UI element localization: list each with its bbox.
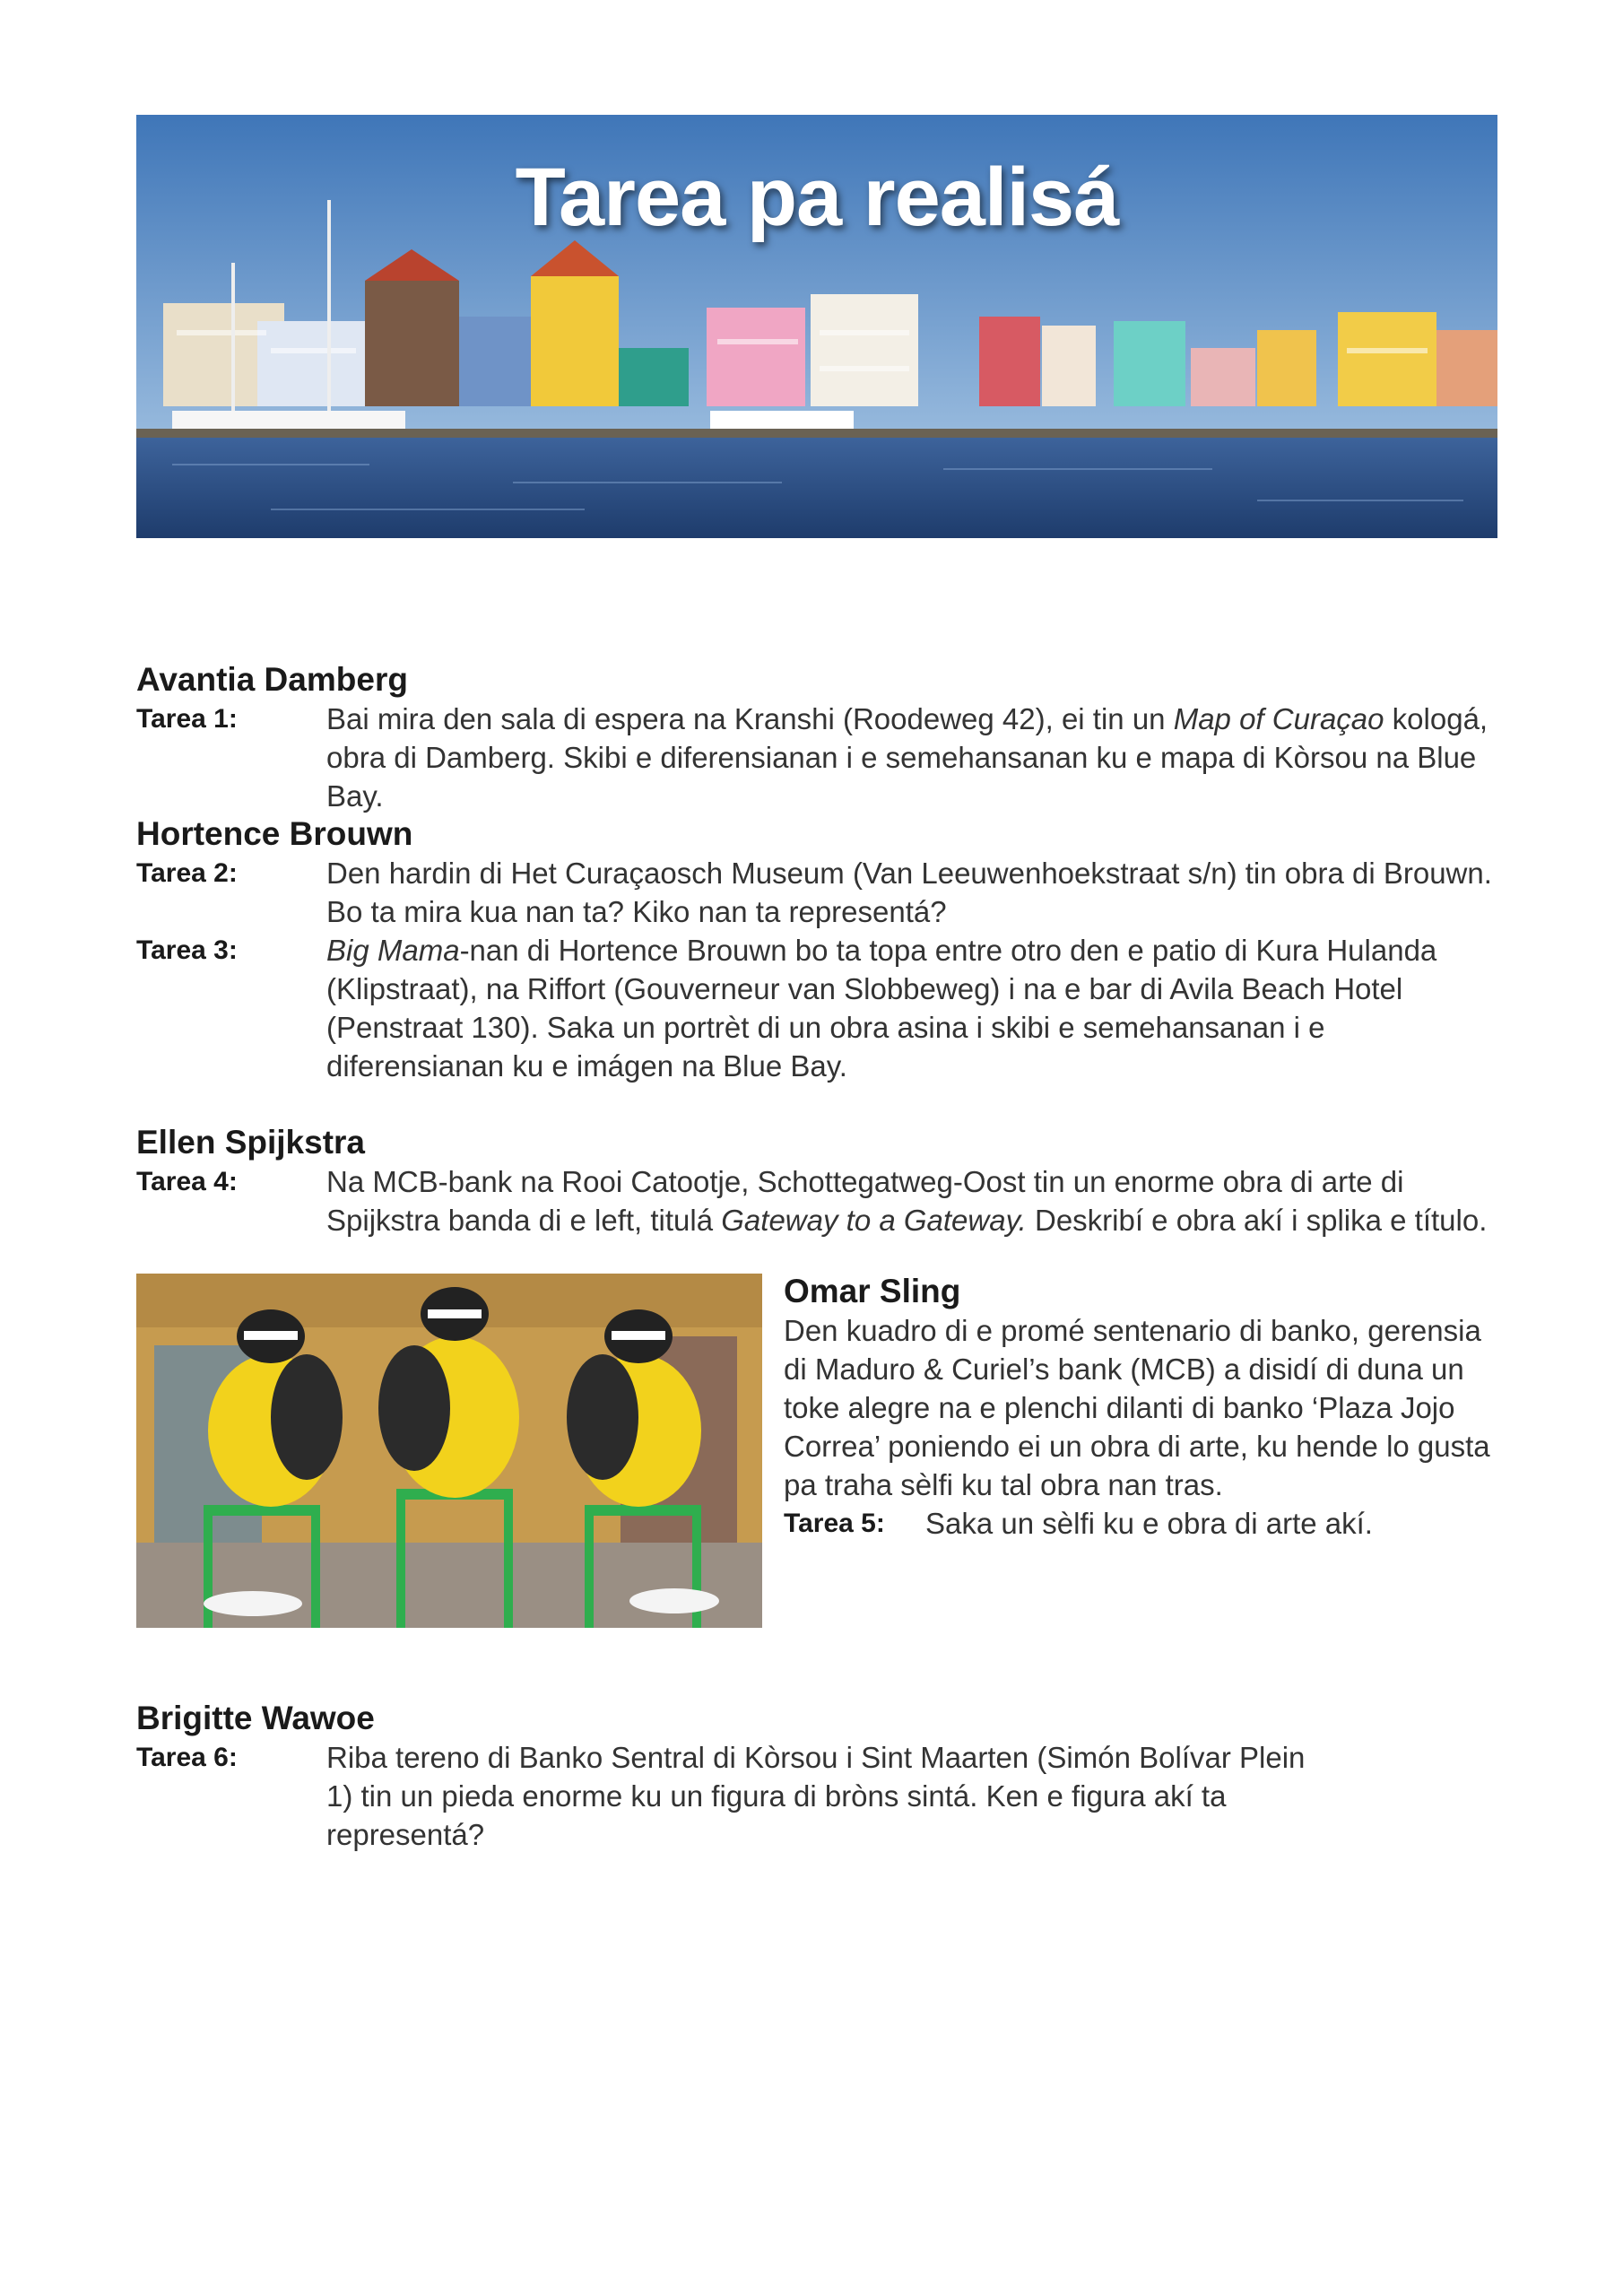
task-text: Big Mama-nan di Hortence Brouwn bo ta topa entre otro den e patio di Kura Hulanda (Klipstraat), na Riffort (Gouverneur van Slobbeweg) i na e bar di Avila Beach Hotel (Penstraat 130). Saka un portrèt di un obra asina i skibi e semehansanan i e diferensianan ku e imágen na Blue Bay. — [326, 934, 1437, 1083]
task-6 — [136, 1738, 1499, 1854]
task-5 — [784, 1504, 1501, 1543]
task-4 — [136, 1162, 1499, 1239]
task-text: Na MCB-bank na Rooi Catootje, Schottegatweg-Oost tin un enorme obra di arte di Spijkstra banda di e left, titulá Gateway to a Gateway. Deskribí e obra akí i splika e título. — [326, 1165, 1488, 1237]
task-3 — [136, 931, 1499, 1085]
task-text: Saka un sèlfi ku e obra di arte akí. — [925, 1507, 1373, 1540]
header-banner — [136, 115, 1497, 538]
section-wawoe — [136, 1699, 1499, 1854]
bird-sculptures-photo — [136, 1274, 762, 1628]
section-body: Den kuadro di e promé sentenario di banko, gerensia di Maduro & Curiel’s bank (MCB) a disidí di duna un toke alegre na e plenchi dilanti di banko ‘Plaza Jojo Correa’ poniendo ei un obra di arte, ku hende lo gusta pa traha sèlfi ku tal obra nan tras. — [784, 1314, 1490, 1501]
section-sling — [784, 1272, 1501, 1543]
task-2 — [136, 854, 1499, 931]
task-label: Tarea 6: — [136, 1743, 238, 1772]
task-1 — [136, 700, 1499, 815]
task-label: Tarea 5: — [784, 1509, 885, 1538]
artist-name: Hortence Brouwn — [136, 815, 413, 852]
section-spijkstra — [136, 1123, 1499, 1239]
artist-name: Brigitte Wawoe — [136, 1700, 375, 1736]
artist-name: Ellen Spijkstra — [136, 1124, 365, 1161]
task-label: Tarea 4: — [136, 1167, 238, 1196]
section-damberg — [136, 660, 1499, 815]
task-text: Den hardin di Het Curaçaosch Museum (Van Leeuwenhoekstraat s/n) tin obra di Brouwn. Bo ta mira kua nan ta? Kiko nan ta representá? — [326, 857, 1492, 928]
artist-name: Avantia Damberg — [136, 661, 408, 698]
task-text: Riba tereno di Banko Sentral di Kòrsou i Sint Maarten (Simón Bolívar Plein 1) tin un pieda enorme ku un figura di bròns sintá. Ken e figura akí ta representá? — [326, 1741, 1306, 1851]
task-label: Tarea 1: — [136, 704, 238, 734]
page-title: Tarea pa realisá — [515, 152, 1119, 243]
bird-sculptures-image — [136, 1274, 762, 1628]
task-label: Tarea 2: — [136, 858, 238, 888]
task-label: Tarea 3: — [136, 935, 238, 965]
section-brouwn — [136, 814, 1499, 1085]
task-text: Bai mira den sala di espera na Kranshi (Roodeweg 42), ei tin un Map of Curaçao kologá, obra di Damberg. Skibi e diferensianan i e semehansanan ku e mapa di Kòrsou na Blue Bay. — [326, 702, 1488, 813]
artist-name: Omar Sling — [784, 1273, 961, 1309]
